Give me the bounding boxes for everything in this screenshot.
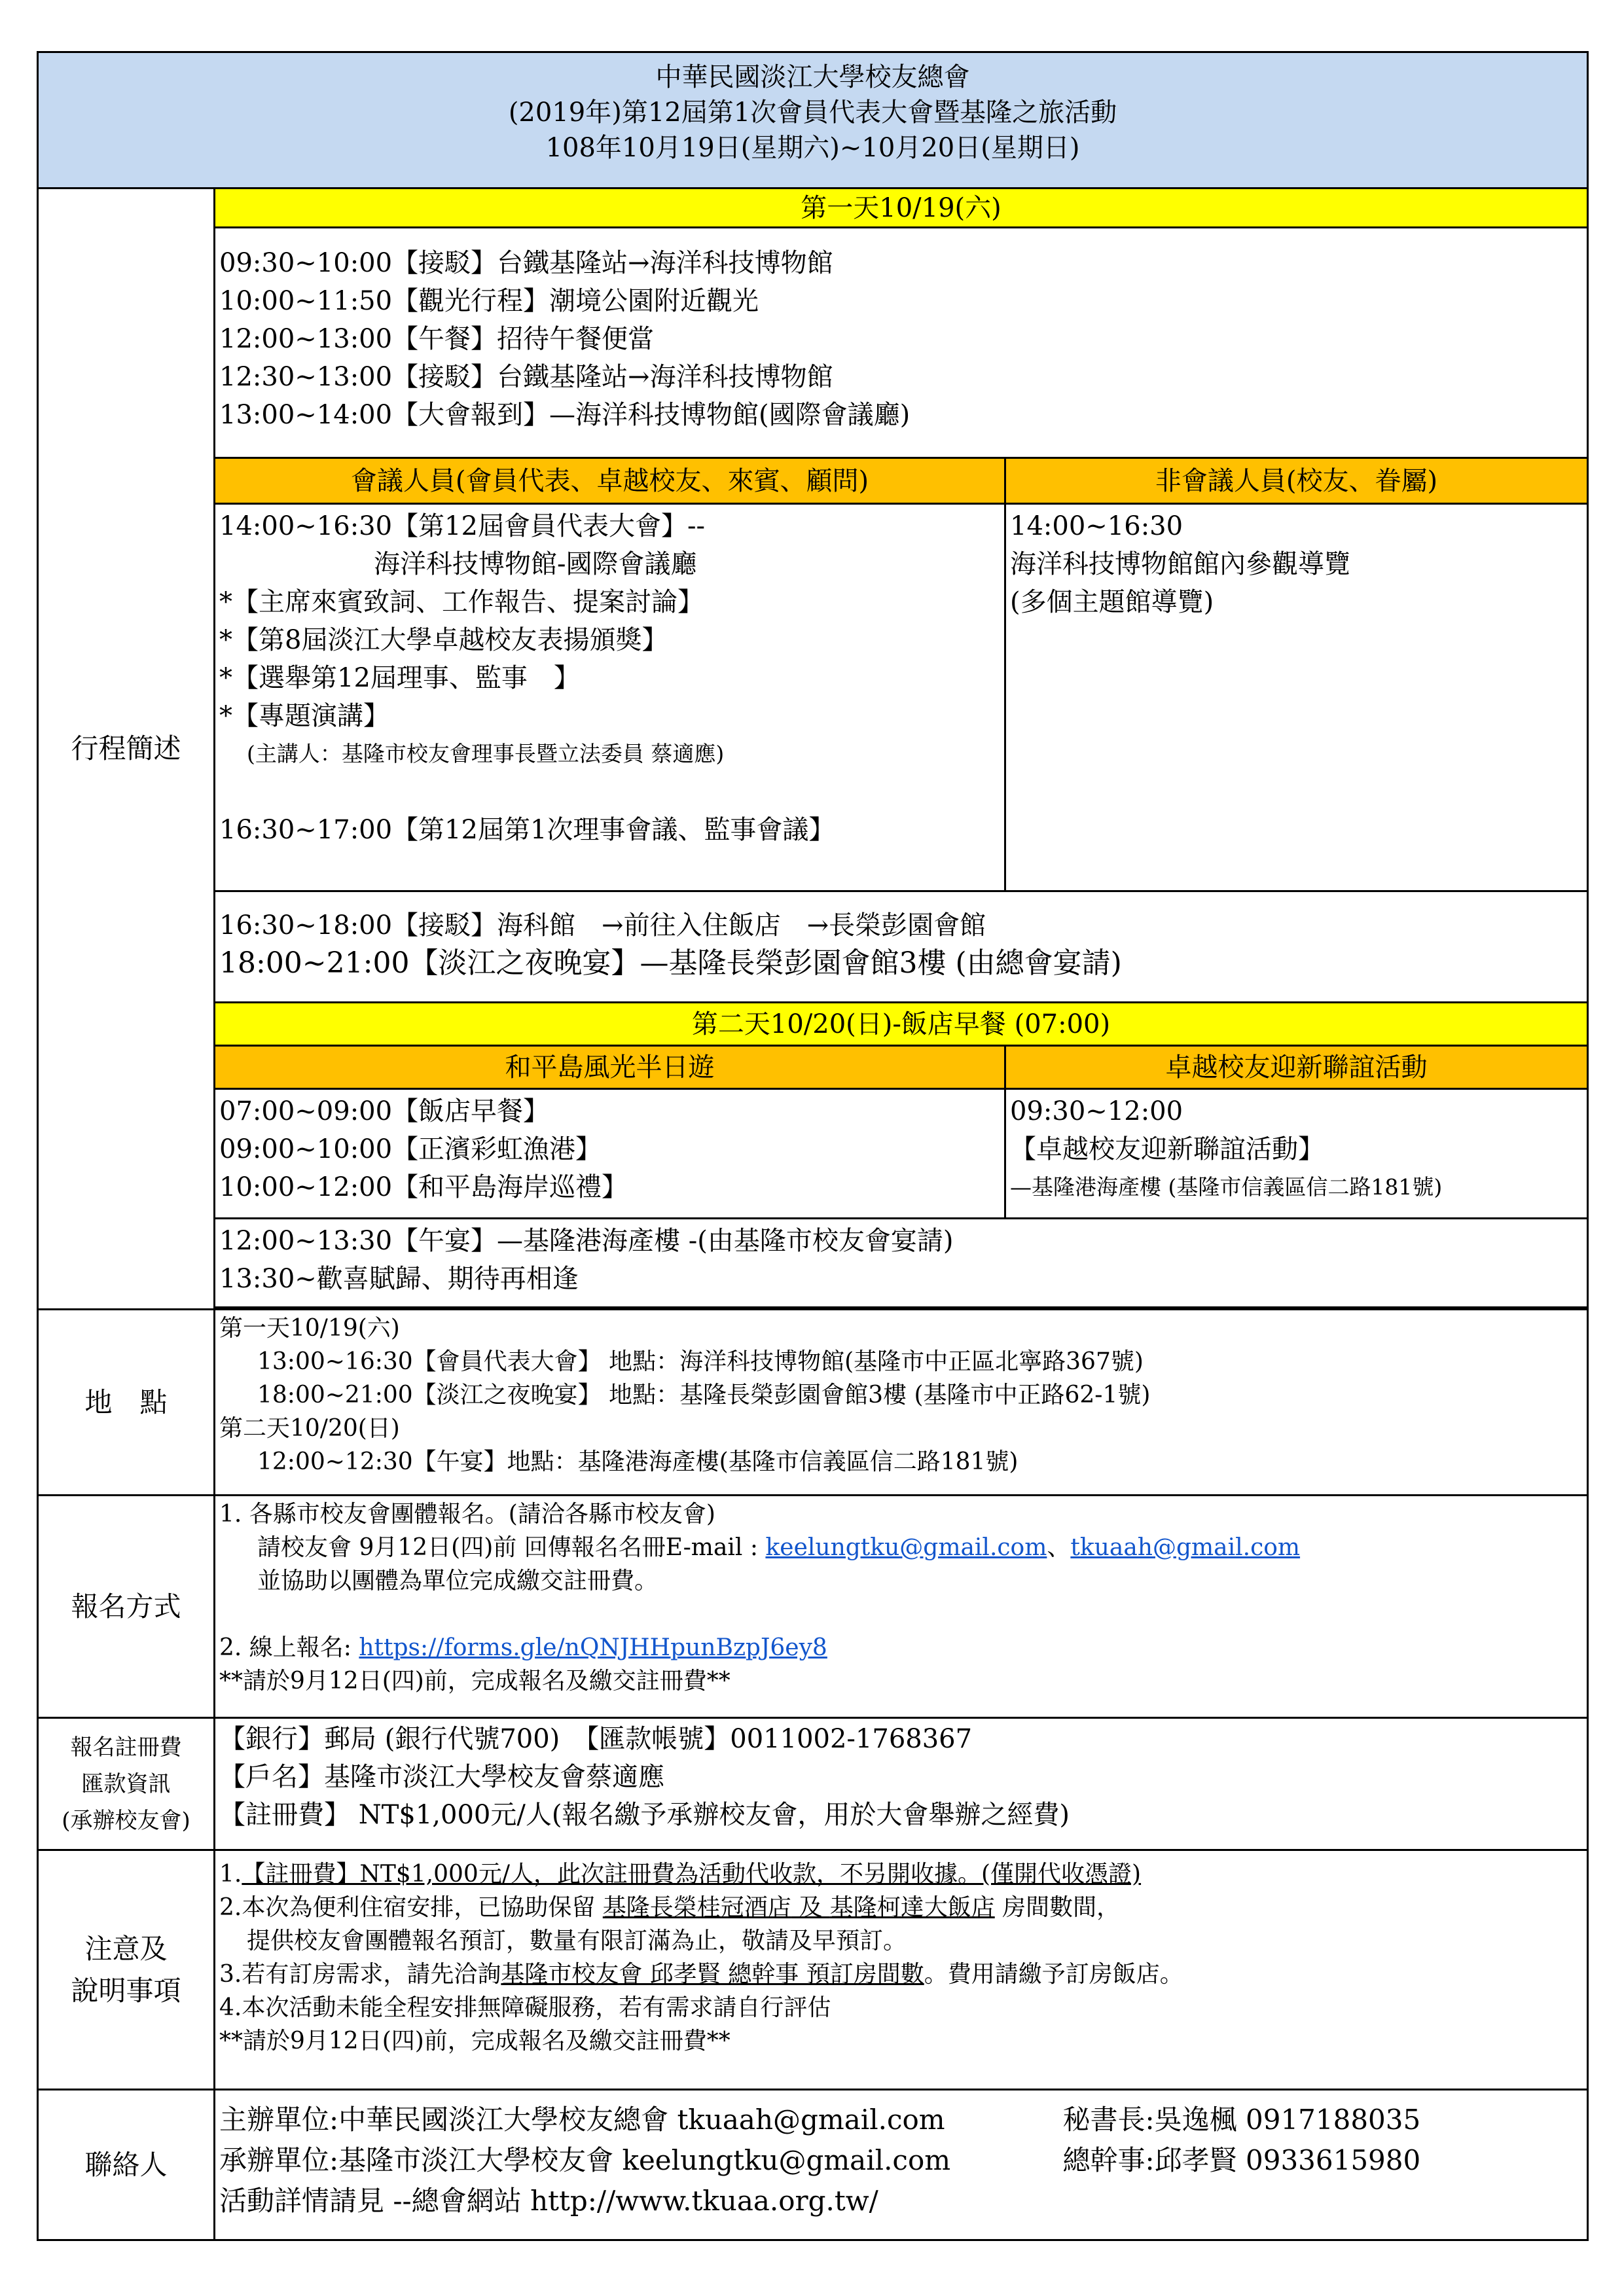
payment-line: 【銀行】郵局 (銀行代號700) 【匯款帳號】0011002-1768367: [219, 1724, 973, 1754]
contact-roles: [1005, 2090, 1588, 2240]
note-line: 2.本次為便利住宿安排，已協助保留 基隆長榮桂冠酒店 及 基隆柯達大飯店 房間數間，: [219, 1894, 1121, 1921]
schedule-item: 18:00~21:00【淡江之夜晚宴】—基隆長榮彭園會館3樓 (由總會宴請): [219, 946, 1122, 980]
alumni-program: [1005, 1089, 1588, 1219]
program-line: 14:00~16:30: [1010, 511, 1183, 541]
location-details: [215, 1310, 1588, 1496]
registration-email-line: 請校友會 9月12日(四)前 回傳報名名冊E-mail : keelungtku@gmail.com、tkuaah@gmail.com: [257, 1534, 1301, 1561]
day2-closing-schedule: [215, 1219, 1588, 1308]
header-event-title: (2019年)第12屆第1次會員代表大會暨基隆之旅活動: [508, 98, 1117, 128]
program-line: 14:00~16:30【第12屆會員代表大會】--: [219, 511, 705, 541]
registration-line: 1. 各縣市校友會團體報名。(請洽各縣市校友會): [219, 1501, 715, 1528]
schedule-item: 13:00~14:00【大會報到】—海洋科技博物館(國際會議廳): [219, 400, 911, 430]
program-line: 海洋科技博物館館內參觀導覽: [1010, 549, 1350, 579]
contact-website: 活動詳情請見 --總會網站 http://www.tkuaa.org.tw/: [219, 2185, 878, 2217]
day2-title-bar: 第二天10/20(日)-飯店早餐 (07:00): [215, 1003, 1588, 1046]
payment-line: 【註冊費】 NT$1,000元/人(報名繳予承辦校友會，用於大會舉辦之經費): [219, 1800, 1070, 1830]
location-line: 第一天10/19(六): [219, 1315, 400, 1342]
nonmeeting-column-title: 非會議人員(校友、眷屬): [1005, 458, 1588, 504]
schedule-label: 行程簡述: [38, 188, 215, 1310]
event-table: [37, 51, 1589, 2241]
day1-morning-schedule: [215, 228, 1588, 458]
location-label: 地 點: [38, 1310, 215, 1496]
alumni-column-title: 卓越校友迎新聯誼活動: [1005, 1046, 1588, 1089]
program-line: (主講人：基隆市校友會理事長暨立法委員 蔡適應): [247, 741, 725, 766]
tour-program: [215, 1089, 1005, 1219]
contact-host-role: 秘書長:吳逸楓 0917188035: [1062, 2104, 1421, 2136]
program-line: —基隆港海產樓 (基隆市信義區信二路181號): [1010, 1174, 1443, 1200]
payment-label: 報名註冊費 匯款資訊 (承辦校友會): [38, 1718, 215, 1850]
program-line: *【專題演講】: [219, 701, 389, 731]
registration-details: [215, 1496, 1588, 1718]
day1-title-bar: 第一天10/19(六): [215, 188, 1588, 228]
evening-schedule: [215, 891, 1588, 1003]
notes-details: [215, 1850, 1588, 2090]
contact-units: [215, 2090, 1005, 2240]
schedule-item: 16:30~18:00【接駁】海科館 →前往入住飯店 →長榮彭園會館: [219, 910, 986, 941]
contact-organizer-role: 總幹事:邱孝賢 0933615980: [1062, 2144, 1421, 2176]
email-link-keelung[interactable]: keelungtku@gmail.com: [765, 1534, 1047, 1561]
program-line: (多個主題館導覽): [1010, 587, 1214, 617]
email-link-tkuaah[interactable]: tkuaah@gmail.com: [1070, 1534, 1301, 1561]
program-line: 07:00~09:00【飯店早餐】: [219, 1096, 550, 1126]
note-line: 提供校友會團體報名預訂，數量有限訂滿為止，敬請及早預訂。: [247, 1928, 907, 1954]
meeting-column-title: 會議人員(會員代表、卓越校友、來賓、顧問): [215, 458, 1005, 504]
registration-form-link[interactable]: https://forms.gle/nQNJHHpunBzpJ6ey8: [359, 1634, 827, 1661]
program-line: *【選舉第12屆理事、監事 】: [219, 663, 580, 693]
event-document: [37, 51, 1587, 2241]
program-line: *【第8屆淡江大學卓越校友表揚頒獎】: [219, 625, 668, 655]
note-line: **請於9月12日(四)前，完成報名及繳交註冊費**: [219, 2028, 731, 2054]
program-line: 海洋科技博物館-國際會議廳: [374, 549, 697, 579]
meeting-program: [215, 504, 1005, 891]
location-line: 第二天10/20(日): [219, 1415, 400, 1442]
tour-column-title: 和平島風光半日遊: [215, 1046, 1005, 1089]
note-line: 3.若有訂房需求，請先洽詢基隆市校友會 邱孝賢 總幹事 預訂房間數。費用請繳予訂房飯店。: [219, 1961, 1183, 1988]
program-line: 09:00~10:00【正濱彩虹漁港】: [219, 1134, 602, 1164]
document-header: [38, 52, 1588, 188]
schedule-item: 10:00~11:50【觀光行程】潮境公園附近觀光: [219, 286, 759, 316]
schedule-item: 13:30~歡喜賦歸、期待再相逢: [219, 1264, 579, 1294]
program-line: 10:00~12:00【和平島海岸巡禮】: [219, 1172, 628, 1202]
header-org-title: 中華民國淡江大學校友總會: [655, 62, 970, 92]
schedule-item: 12:00~13:00【午餐】招待午餐便當: [219, 324, 655, 354]
schedule-item: 12:00~13:30【午宴】—基隆港海產樓 -(由基隆市校友會宴請): [219, 1226, 954, 1256]
program-line: 09:30~12:00: [1010, 1096, 1183, 1126]
contact-organizer: 承辦單位:基隆市淡江大學校友會 keelungtku@gmail.com: [219, 2144, 951, 2176]
program-line: 【卓越校友迎新聯誼活動】: [1010, 1134, 1324, 1164]
note-line: 1.【註冊費】NT$1,000元/人，此次註冊費為活動代收款，不另開收據。(僅開代收憑證): [219, 1861, 1142, 1888]
note-line: 4.本次活動未能全程安排無障礙服務，若有需求請自行評估: [219, 1994, 831, 2021]
notes-label: 注意及 說明事項: [38, 1850, 215, 2090]
location-line: 13:00~16:30【會員代表大會】 地點：海洋科技博物館(基隆市中正區北寧路367號): [257, 1348, 1144, 1375]
contact-label: 聯絡人: [38, 2090, 215, 2240]
header-event-dates: 108年10月19日(星期六)~10月20日(星期日): [545, 133, 1080, 163]
payment-details: [215, 1718, 1588, 1850]
payment-line: 【戶名】基隆市淡江大學校友會蔡適應: [219, 1762, 664, 1792]
registration-deadline: **請於9月12日(四)前，完成報名及繳交註冊費**: [219, 1668, 731, 1695]
program-line: *【主席來賓致詞、工作報告、提案討論】: [219, 587, 704, 617]
nonmeeting-program: [1005, 504, 1588, 891]
contact-host: 主辦單位:中華民國淡江大學校友總會 tkuaah@gmail.com: [219, 2104, 945, 2136]
schedule-item: 09:30~10:00【接駁】台鐵基隆站→海洋科技博物館: [219, 248, 833, 278]
online-registration-line: 2. 線上報名: https://forms.gle/nQNJHHpunBzpJ6ey8: [219, 1634, 827, 1661]
registration-label: 報名方式: [38, 1496, 215, 1718]
location-line: 18:00~21:00【淡江之夜晚宴】 地點：基隆長榮彭園會館3樓 (基隆市中正路62-1號): [257, 1382, 1151, 1408]
schedule-item: 12:30~13:00【接駁】台鐵基隆站→海洋科技博物館: [219, 362, 833, 392]
program-line: 16:30~17:00【第12屆第1次理事會議、監事會議】: [219, 815, 835, 845]
registration-line: 並協助以團體為單位完成繳交註冊費。: [257, 1568, 659, 1594]
location-line: 12:00~12:30【午宴】地點：基隆港海產樓(基隆市信義區信二路181號): [257, 1448, 1019, 1475]
